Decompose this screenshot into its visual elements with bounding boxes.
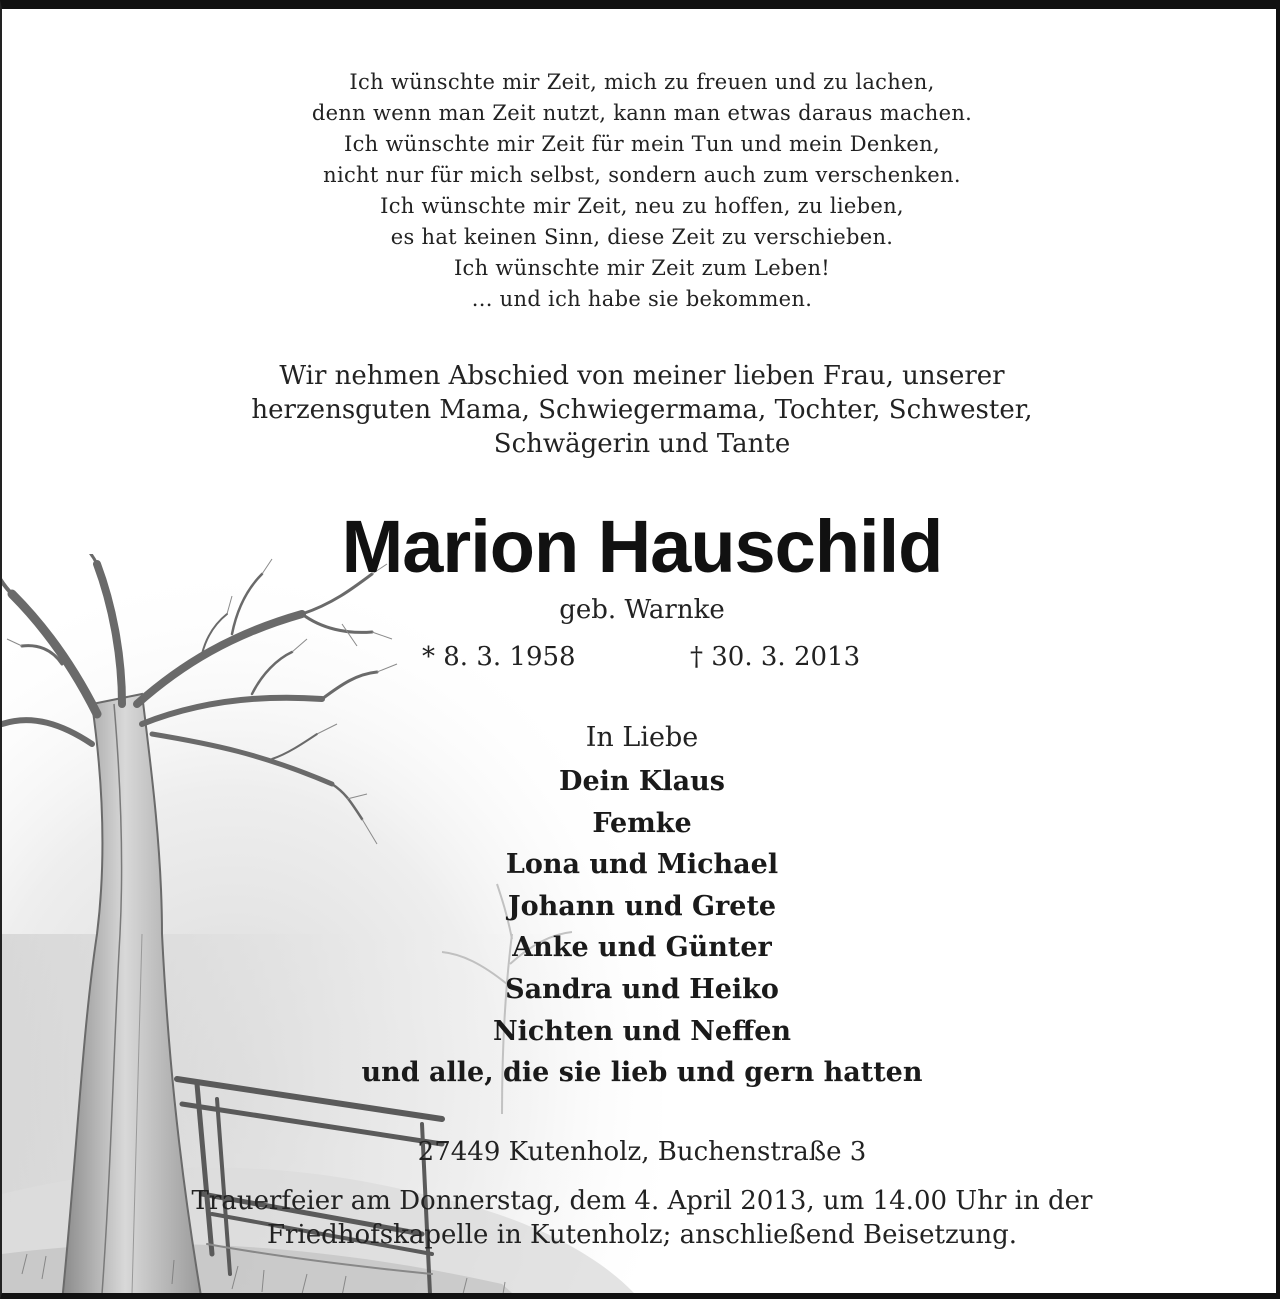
survivor: Femke bbox=[592, 807, 692, 839]
survivor: Dein Klaus bbox=[559, 766, 725, 797]
farewell-intro bbox=[2, 359, 1280, 461]
love-line: In Liebe bbox=[585, 722, 699, 753]
survivor: Anke und Günter bbox=[512, 932, 772, 964]
survivor: Johann und Grete bbox=[507, 890, 777, 922]
survivor: und alle, die sie lieb und gern hatten bbox=[361, 1057, 923, 1089]
service-line: Trauerfeier am Donnerstag, dem 4. April 2013, um 14.00 Uhr in der bbox=[191, 1186, 1093, 1216]
poem-line: Ich wünschte mir Zeit, mich zu freuen und zu lachen, bbox=[349, 70, 935, 94]
intro-line: Schwägerin und Tante bbox=[493, 429, 791, 459]
survivor: Sandra und Heiko bbox=[505, 973, 779, 1005]
intro-line: herzensguten Mama, Schwiegermama, Tochter, Schwester, bbox=[251, 395, 1033, 425]
birth-date: * 8. 3. 1958 bbox=[422, 642, 576, 672]
poem-line: denn wenn man Zeit nutzt, kann man etwas daraus machen. bbox=[311, 101, 973, 125]
survivor: Nichten und Neffen bbox=[492, 1015, 792, 1047]
intro-line: Wir nehmen Abschied von meiner lieben Frau, unserer bbox=[279, 361, 1005, 391]
poem-line: nicht nur für mich selbst, sondern auch zum verschenken. bbox=[323, 163, 961, 187]
service-line: Friedhofskapelle in Kutenholz; anschließend Beisetzung. bbox=[266, 1220, 1018, 1250]
survivor: Lona und Michael bbox=[505, 849, 779, 881]
poem-line: ... und ich habe sie bekommen. bbox=[471, 287, 813, 311]
survivors-list bbox=[2, 761, 1280, 1094]
death-date: † 30. 3. 2013 bbox=[690, 642, 861, 672]
funeral-service-info bbox=[2, 1184, 1280, 1252]
poem bbox=[2, 67, 1280, 315]
poem-line: Ich wünschte mir Zeit zum Leben! bbox=[453, 256, 831, 280]
poem-line: Ich wünschte mir Zeit, neu zu hoffen, zu lieben, bbox=[380, 194, 904, 218]
deceased-name: Marion Hauschild bbox=[341, 505, 943, 588]
maiden-name: geb. Warnke bbox=[559, 595, 725, 625]
address: 27449 Kutenholz, Buchenstraße 3 bbox=[417, 1137, 867, 1167]
poem-line: Ich wünschte mir Zeit für mein Tun und mein Denken, bbox=[344, 132, 940, 156]
poem-line: es hat keinen Sinn, diese Zeit zu verschieben. bbox=[390, 225, 894, 249]
